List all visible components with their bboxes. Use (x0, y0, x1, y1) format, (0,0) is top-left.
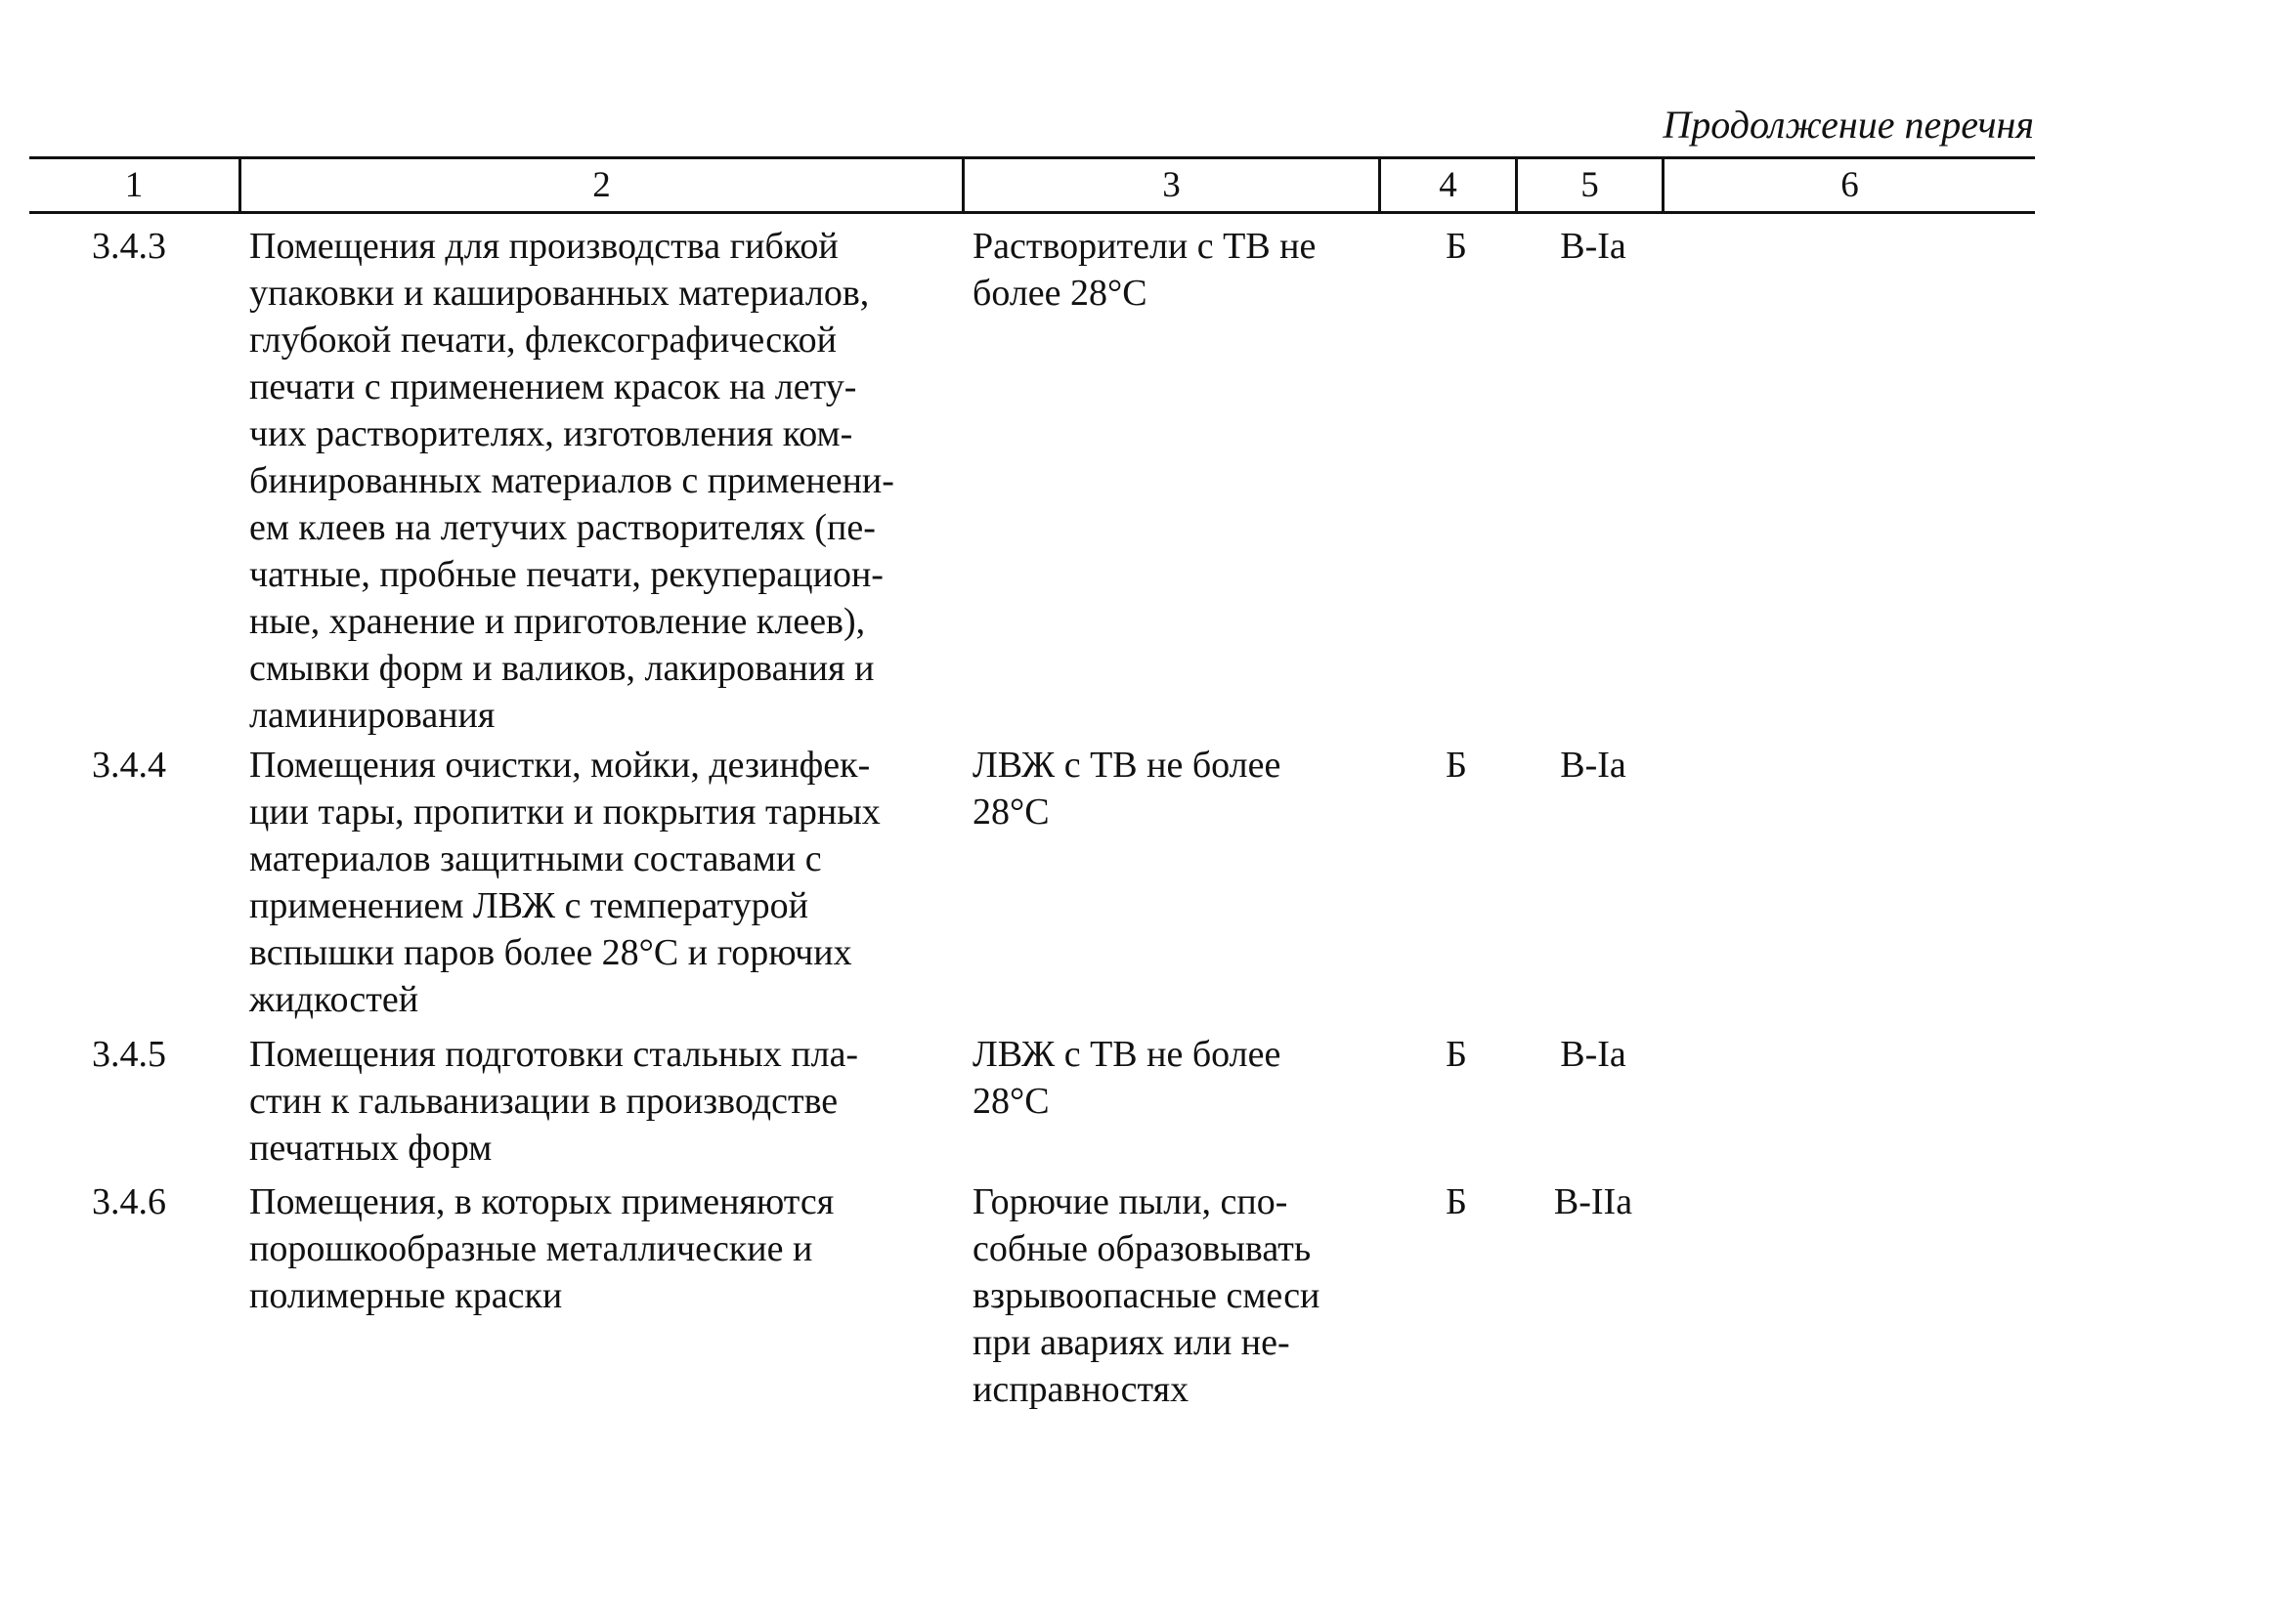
hazardous-substance: Горючие пыли, спо- собные образовывать взрывоопасные смеси при авариях или не- исправностях (973, 1181, 1320, 1410)
room-description: Помещения очистки, мойки, дезинфек- ции тары, пропитки и покрытия тарных материалов защитными составами с применением ЛВЖ с температурой вспышки паров более 28°С и горючих жидкостей (249, 745, 881, 1020)
hazard-category: Б (1446, 1034, 1467, 1075)
column-header-4: 4 (1439, 165, 1457, 205)
row-number: 3.4.3 (92, 226, 166, 267)
row-number: 3.4.4 (92, 745, 166, 786)
column-header-6: 6 (1840, 165, 1859, 205)
column-header-3: 3 (1162, 165, 1181, 205)
hazardous-substance: ЛВЖ с ТВ не более 28°С (973, 745, 1281, 833)
hazard-category: Б (1446, 1181, 1467, 1222)
column-header-2: 2 (592, 165, 611, 205)
explosion-zone-class: В-Iа (1560, 745, 1626, 786)
table-top-rule (29, 156, 2035, 159)
room-description: Помещения для производства гибкой упаковки и кашированных материалов, глубокой печати, флексографической печати с применением красок на лету- чих растворителях, изготовления ком- бинированных материалов с применени- ем клеев на летучих растворителях (пе- чатные, пробные печати, рекуперацион- ные, хранение и приготовление клеев), смывки форм и валиков, лакирования и ламинирования (249, 226, 894, 736)
column-header-5: 5 (1580, 165, 1599, 205)
room-description: Помещения подготовки стальных пла- стин к гальванизации в производстве печатных форм (249, 1034, 859, 1169)
hazardous-substance: ЛВЖ с ТВ не более 28°С (973, 1034, 1281, 1122)
hazard-category: Б (1446, 226, 1467, 267)
continuation-label: Продолжение перечня (1663, 103, 2034, 147)
explosion-zone-class: В-IIа (1553, 1181, 1633, 1222)
table-header-bottom-rule (29, 211, 2035, 214)
row-number: 3.4.5 (92, 1034, 166, 1075)
hazardous-substance: Растворители с ТВ не более 28°С (973, 226, 1317, 314)
hazard-category: Б (1446, 745, 1467, 786)
column-header-1: 1 (124, 165, 144, 205)
row-number: 3.4.6 (92, 1181, 166, 1222)
explosion-zone-class: В-Iа (1560, 1034, 1626, 1075)
explosion-zone-class: В-Iа (1560, 226, 1626, 267)
room-description: Помещения, в которых применяются порошкообразные металлические и полимерные краски (249, 1181, 835, 1316)
